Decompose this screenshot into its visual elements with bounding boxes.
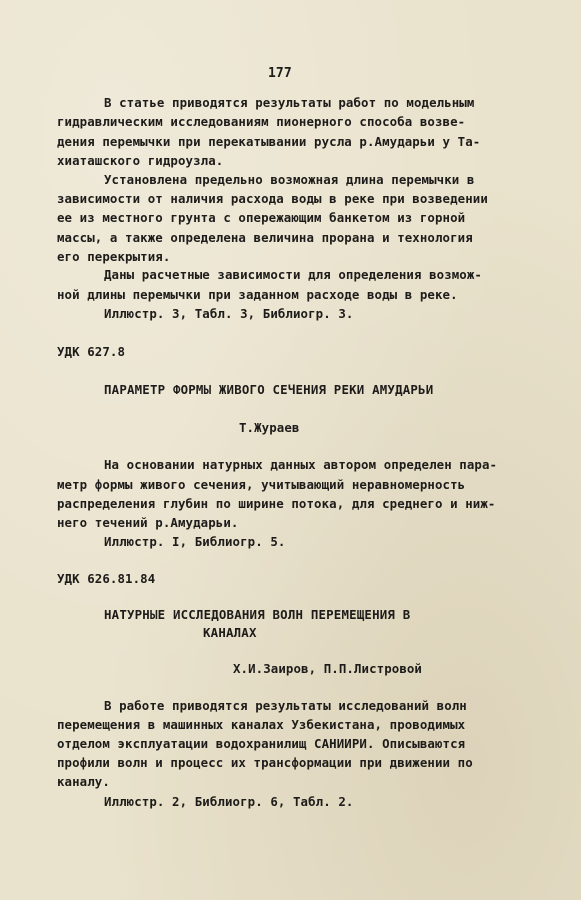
article-3-line-6: Иллюстр. 2, Библиогр. 6, Табл. 2. bbox=[104, 794, 354, 809]
article-title: ПАРАМЕТР ФОРМЫ ЖИВОГО СЕЧЕНИЯ РЕКИ АМУДАРЬИ bbox=[104, 382, 434, 397]
abstract-1-line-7: ее из местного грунта с опережающим банкетом из горной bbox=[57, 210, 466, 225]
abstract-1-line-8: массы, а также определена величина прорана и технология bbox=[57, 230, 473, 245]
abstract-1-line-11: ной длины перемычки при заданном расходе воды в реке. bbox=[57, 287, 458, 302]
udc-code: УДК 626.81.84 bbox=[57, 571, 156, 586]
article-title: НАТУРНЫЕ ИССЛЕДОВАНИЯ ВОЛН ПЕРЕМЕЩЕНИЯ В bbox=[104, 607, 411, 622]
article-author: Т.Жураев bbox=[239, 420, 300, 435]
abstract-1-line-1: В статье приводятся результаты работ по модельным bbox=[104, 95, 475, 110]
abstract-1-line-2: гидравлическим исследованиям пионерного способа возве- bbox=[57, 114, 466, 129]
article-2-line-1: На основании натурных данных автором определен пара- bbox=[104, 457, 498, 472]
udc-code: УДК 627.8 bbox=[57, 344, 126, 359]
article-2-line-4: него течений р.Амударьи. bbox=[57, 515, 239, 530]
article-authors: Х.И.Заиров, П.П.Листровой bbox=[233, 661, 422, 676]
article-2-line-5: Иллюстр. I, Библиогр. 5. bbox=[104, 534, 286, 549]
abstract-1-line-6: зависимости от наличия расхода воды в реке при возведении bbox=[57, 191, 488, 206]
abstract-1-line-9: его перекрытия. bbox=[57, 249, 171, 264]
abstract-1-line-4: хиаташского гидроузла. bbox=[57, 153, 224, 168]
article-title-line-2: КАНАЛАХ bbox=[203, 625, 257, 640]
article-3-line-2: перемещения в машинных каналах Узбекистана, проводимых bbox=[57, 717, 466, 732]
abstract-1-line-5: Установлена предельно возможная длина перемычки в bbox=[104, 172, 475, 187]
abstract-1-line-12: Иллюстр. 3, Табл. 3, Библиогр. 3. bbox=[104, 306, 354, 321]
article-2-line-2: метр формы живого сечения, учитывающий неравномерность bbox=[57, 477, 466, 492]
article-3-line-5: каналу. bbox=[57, 774, 110, 789]
abstract-1-line-3: дения перемычки при перекатывании русла р.Амударьи у Та- bbox=[57, 134, 481, 149]
article-2-line-3: распределения глубин по ширине потока, для среднего и ниж- bbox=[57, 496, 496, 511]
abstract-1-line-10: Даны расчетные зависимости для определения возмож- bbox=[104, 267, 482, 282]
page-number: 177 bbox=[268, 66, 292, 81]
article-3-line-4: профили волн и процесс их трансформации при движении по bbox=[57, 755, 473, 770]
article-3-line-3: отделом эксплуатации водохранилищ САНИИРИ. Описываются bbox=[57, 736, 466, 751]
article-3-line-1: В работе приводятся результаты исследований волн bbox=[104, 698, 467, 713]
